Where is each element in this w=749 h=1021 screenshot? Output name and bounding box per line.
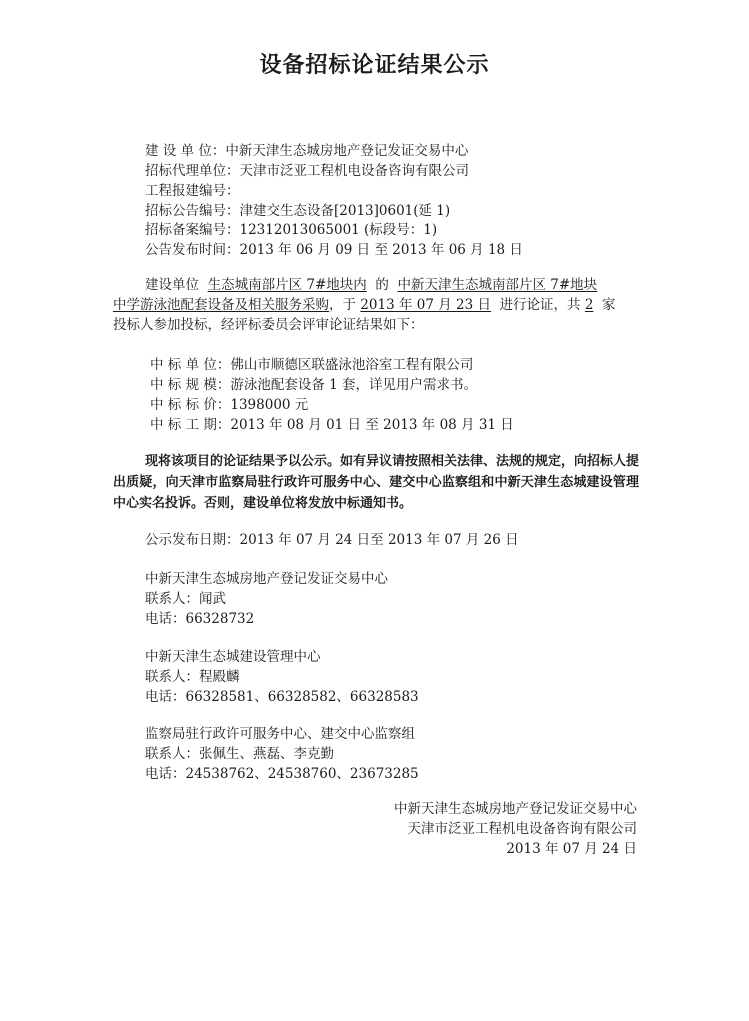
price-label: 中 标 标 价： (150, 397, 231, 413)
info-builder (145, 142, 468, 160)
intro-project-1: 中新天津生态城南部片区 7#地块 (397, 277, 598, 293)
contact-phone: 电话：66328732 (145, 611, 255, 627)
contact-org: 监察局驻行政许可服务中心、建交中心监察组 (145, 726, 415, 742)
contact-person: 联系人：张佩生、燕磊、李克勤 (145, 746, 334, 762)
builder-value: 中新天津生态城房地产登记发证交易中心 (225, 143, 469, 159)
period-label: 中 标 工 期： (150, 417, 231, 433)
period-value: 2013 年 08 月 01 日 至 2013 年 08 月 31 日 (230, 417, 514, 433)
notice-paragraph: 现将该项目的论证结果予以公示。如有异议请按照相关法律、法规的规定，向招标人提出质疑，向天津市监察局驻行政许可服务中心、建交中心监察组和中新天津生态城建设管理中心实名投诉。否则，建设单位将发放中标通知书。 (113, 454, 640, 511)
winner-value: 佛山市顺德区联盛泳池浴室工程有限公司 (230, 357, 474, 373)
intro-date: 2013 年 07 月 23 日 (360, 297, 491, 313)
agent-value: 天津市泛亚工程机电设备咨询有限公司 (239, 163, 469, 179)
signature-org-1: 中新天津生态城房地产登记发证交易中心 (394, 801, 637, 817)
info-publish-time (145, 241, 523, 259)
notice-value: 津建交生态设备[2013]0601(延 1) (239, 203, 451, 219)
intro-text-3: ，于 (329, 297, 356, 313)
intro-text-5: 家 (602, 297, 616, 313)
contact-person: 联系人：闻武 (145, 591, 226, 607)
report-label: 工程报建编号： (145, 183, 240, 199)
notice-label: 招标公告编号： (145, 203, 240, 219)
intro-line-3: 投标人参加投标，经评标委员会评审论证结果如下： (113, 317, 424, 333)
contact-org: 中新天津生态城建设管理中心 (145, 649, 321, 665)
contact-phone: 电话：66328581、66328582、66328583 (145, 689, 419, 705)
contact-phone: 电话：24538762、24538760、23673285 (145, 766, 419, 782)
result-winner (150, 356, 473, 374)
result-scope (150, 376, 477, 394)
result-price (150, 396, 308, 414)
publish-label: 公告发布时间： (145, 242, 240, 258)
page-title: 设备招标论证结果公示 (259, 53, 490, 78)
info-report-number (145, 182, 240, 200)
info-record-number (145, 221, 437, 239)
scope-value: 游泳池配套设备 1 套，详见用户需求书。 (230, 377, 478, 393)
scope-label: 中 标 规 模： (150, 377, 231, 393)
price-value: 1398000 元 (230, 397, 309, 413)
result-period (150, 416, 514, 434)
info-notice-number (145, 202, 450, 220)
record-label: 招标备案编号： (145, 222, 240, 238)
signature-date: 2013 年 07 月 24 日 (506, 841, 637, 857)
publish-value: 2013 年 06 月 09 日 至 2013 年 06 月 18 日 (239, 242, 523, 258)
info-agent (145, 162, 469, 180)
signature-org-2: 天津市泛亚工程机电设备咨询有限公司 (407, 821, 637, 837)
public-date: 公示发布日期：2013 年 07 月 24 日至 2013 年 07 月 26 日 (145, 532, 519, 548)
winner-label: 中 标 单 位： (150, 357, 231, 373)
builder-label: 建 设 单 位： (145, 143, 226, 159)
intro-count: 2 (584, 297, 594, 313)
intro-text-1: 建设单位 (145, 277, 199, 293)
intro-text-2: 的 (375, 277, 389, 293)
agent-label: 招标代理单位： (145, 163, 240, 179)
record-value: 12312013065001 (标段号：1) (239, 222, 438, 238)
intro-project-2: 中学游泳池配套设备及相关服务采购 (113, 297, 329, 313)
intro-line-2 (113, 296, 616, 314)
intro-unit: 生态城南部片区 7#地块内 (207, 277, 367, 293)
contact-person: 联系人：程殿麟 (145, 669, 240, 685)
intro-text-4: 进行论证，共 (499, 297, 581, 313)
contact-org: 中新天津生态城房地产登记发证交易中心 (145, 571, 388, 587)
intro-line-1 (145, 276, 597, 294)
